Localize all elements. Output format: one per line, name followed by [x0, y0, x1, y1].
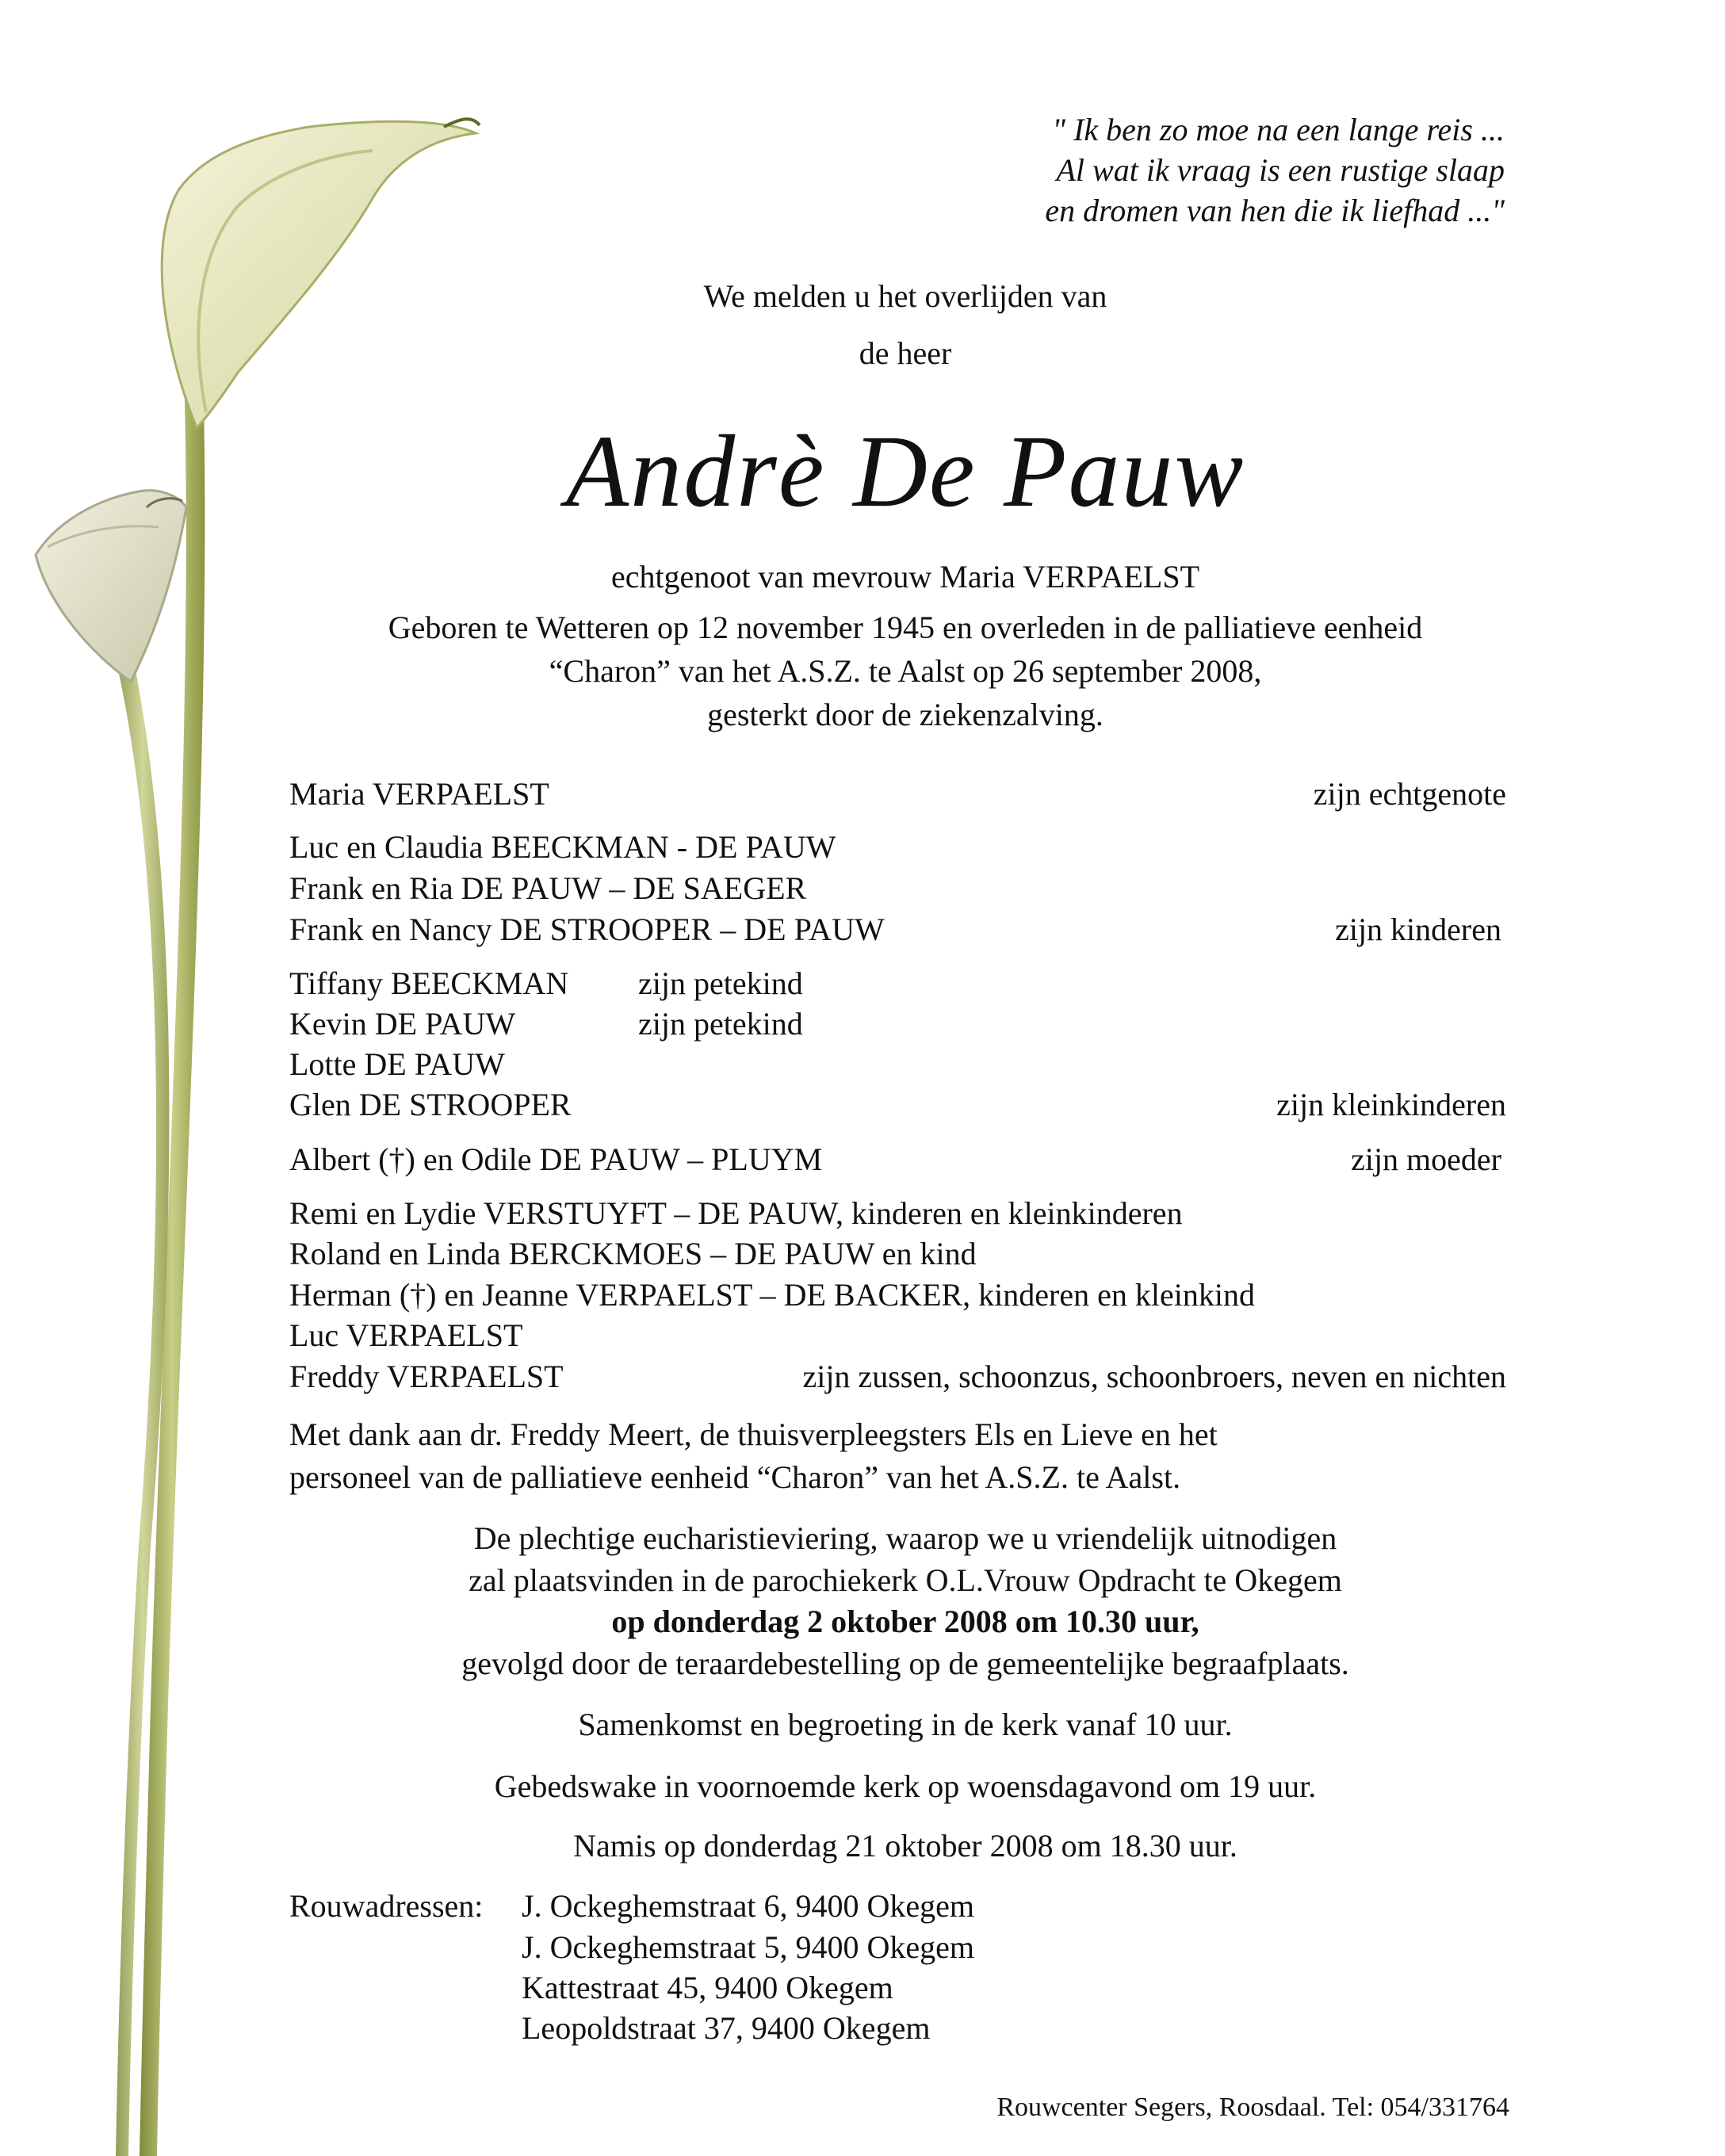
child-2: Frank en Ria DE PAUW – DE SAEGER — [289, 870, 807, 906]
child-3: Frank en Nancy DE STROOPER – DE PAUW — [289, 912, 885, 947]
address-4: Leopoldstraat 37, 9400 Okegem — [522, 2010, 931, 2046]
service-date: op donderdag 2 oktober 2008 om 10.30 uur, — [611, 1604, 1199, 1639]
service-line-1: De plechtige eucharistieviering, waarop we u vriendelijk uitnodigen — [473, 1520, 1337, 1556]
vigil-line: Gebedswake in voornoemde kerk op woensdagavond om 19 uur. — [494, 1768, 1317, 1804]
grandchildren-relation: zijn kleinkinderen — [1276, 1087, 1506, 1122]
sibling-1: Remi en Lydie VERSTUYFT – DE PAUW, kinderen en kleinkinderen — [289, 1195, 1183, 1231]
child-1: Luc en Claudia BEECKMAN - DE PAUW — [289, 829, 836, 865]
sibling-3: Herman (†) en Jeanne VERPAELST – DE BACKER, kinderen en kleinkind — [289, 1277, 1255, 1313]
grandchild-1: Tiffany BEECKMAN — [289, 965, 569, 1001]
address-3: Kattestraat 45, 9400 Okegem — [522, 1970, 893, 2005]
birth-line-1: Geboren te Wetteren op 12 november 1945 en overleden in de palliatieve eenheid — [388, 610, 1423, 645]
spouse-name: Maria VERPAELST — [289, 776, 549, 812]
intro-line-2: de heer — [859, 335, 952, 371]
intro-line-1: We melden u het overlijden van — [703, 278, 1107, 314]
birth-line-3: gesterkt door de ziekenzalving. — [707, 697, 1103, 732]
thanks-line-1: Met dank aan dr. Freddy Meert, de thuisverpleegsters Els en Lieve en het — [289, 1416, 1218, 1452]
thanks-line-2: personeel van de palliatieve eenheid “Charon” van het A.S.Z. te Aalst. — [289, 1459, 1181, 1495]
gathering-line: Samenkomst en begroeting in de kerk vanaf 10 uur. — [578, 1707, 1233, 1742]
grandchild-2-note: zijn petekind — [638, 1006, 803, 1042]
spouse-relation: zijn echtgenote — [1313, 776, 1506, 812]
sibling-4: Luc VERPAELST — [289, 1317, 523, 1353]
service-line-4: gevolgd door de teraardebestelling op de gemeentelijke begraafplaats. — [461, 1646, 1349, 1681]
addresses-label: Rouwadressen: — [289, 1888, 484, 1924]
grandchild-1-note: zijn petekind — [638, 965, 803, 1001]
mother-name: Albert (†) en Odile DE PAUW – PLUYM — [289, 1141, 823, 1177]
quote-line-3: en dromen van hen die ik liefhad ..." — [1045, 193, 1505, 228]
service-line-2: zal plaatsvinden in de parochiekerk O.L.Vrouw Opdracht te Okegem — [469, 1562, 1342, 1598]
sibling-5: Freddy VERPAELST — [289, 1359, 564, 1394]
spouse-line: echtgenoot van mevrouw Maria VERPAELST — [610, 559, 1200, 594]
quote-line-2: Al wat ik vraag is een rustige slaap — [1056, 152, 1505, 188]
grandchild-2: Kevin DE PAUW — [289, 1006, 516, 1042]
memorial-line: Namis op donderdag 21 oktober 2008 om 18.30 uur. — [573, 1828, 1237, 1864]
quote-line-1: " Ik ben zo moe na een lange reis ... — [1052, 112, 1505, 147]
birth-line-2: “Charon” van het A.S.Z. te Aalst op 26 september 2008, — [549, 653, 1262, 689]
funeral-home-footer: Rouwcenter Segers, Roosdaal. Tel: 054/331764 — [996, 2093, 1509, 2122]
grandchild-3: Lotte DE PAUW — [289, 1046, 505, 1082]
siblings-relation: zijn zussen, schoonzus, schoonbroers, neven en nichten — [802, 1359, 1506, 1394]
sibling-2: Roland en Linda BERCKMOES – DE PAUW en kind — [289, 1236, 977, 1271]
deceased-name: Andrè De Pauw — [565, 415, 1245, 529]
mother-relation: zijn moeder — [1351, 1141, 1501, 1177]
address-1: J. Ockeghemstraat 6, 9400 Okegem — [522, 1888, 974, 1924]
opening-quote — [1045, 109, 1505, 231]
grandchild-4: Glen DE STROOPER — [289, 1087, 572, 1122]
address-2: J. Ockeghemstraat 5, 9400 Okegem — [522, 1929, 974, 1965]
children-relation: zijn kinderen — [1335, 912, 1501, 947]
